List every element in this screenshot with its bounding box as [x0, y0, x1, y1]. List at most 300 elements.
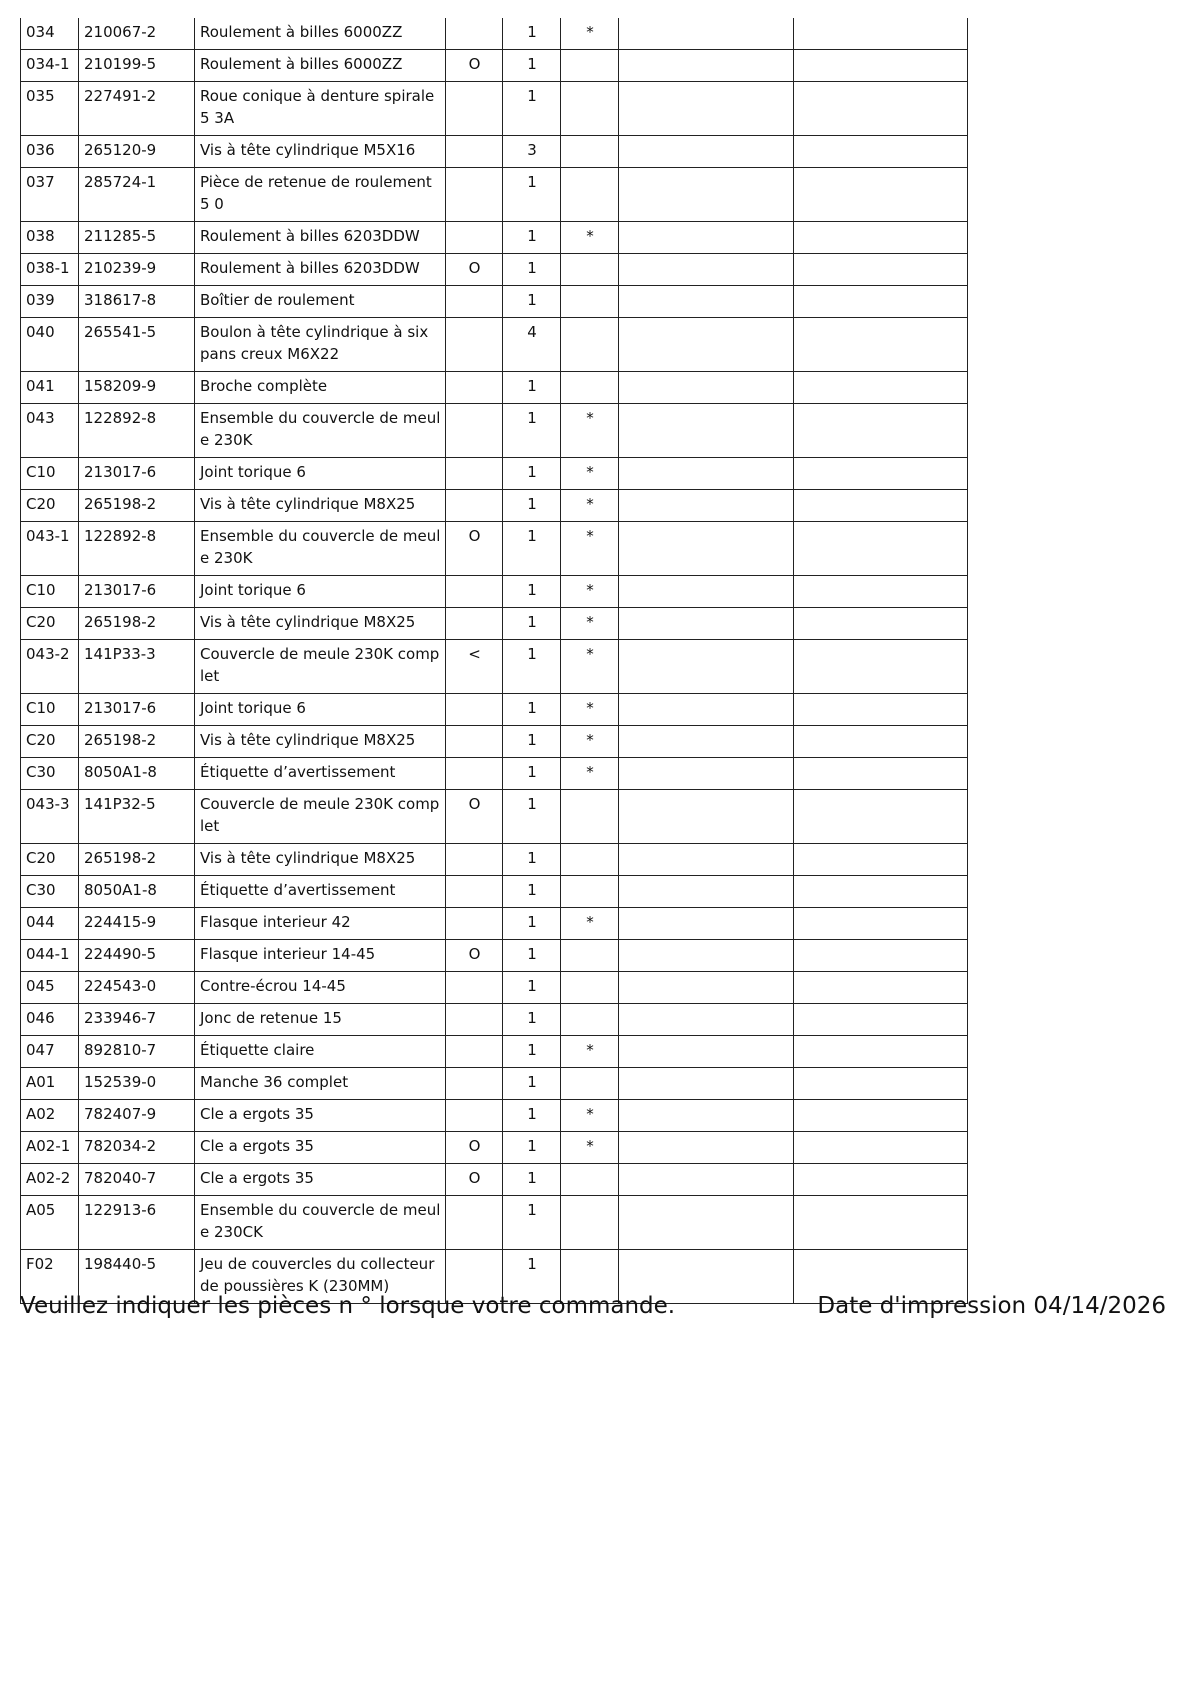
option-flag-cell: [446, 576, 503, 608]
table-row: [21, 608, 968, 640]
quantity-cell: 1: [503, 758, 561, 790]
option-flag-cell: [446, 136, 503, 168]
item-number-cell: 034-1: [21, 50, 79, 82]
empty-cell: [794, 640, 968, 694]
empty-cell: [619, 640, 794, 694]
table-row: [21, 1004, 968, 1036]
quantity-cell: 1: [503, 694, 561, 726]
part-number-cell: 224543-0: [79, 972, 195, 1004]
quantity-cell: 4: [503, 318, 561, 372]
table-row: [21, 404, 968, 458]
part-number-cell: 892810-7: [79, 1036, 195, 1068]
description-cell: Cle a ergots 35: [195, 1100, 446, 1132]
item-number-cell: 034: [21, 18, 79, 50]
mark-cell: *: [561, 908, 619, 940]
description-cell: Ensemble du couvercle de meule 230K: [195, 404, 446, 458]
quantity-cell: 1: [503, 972, 561, 1004]
empty-cell: [794, 82, 968, 136]
empty-cell: [794, 1004, 968, 1036]
empty-cell: [794, 940, 968, 972]
option-flag-cell: [446, 844, 503, 876]
item-number-cell: A02-1: [21, 1132, 79, 1164]
empty-cell: [619, 1036, 794, 1068]
table-row: [21, 1132, 968, 1164]
mark-cell: [561, 1068, 619, 1100]
quantity-cell: 1: [503, 608, 561, 640]
table-row: [21, 972, 968, 1004]
empty-cell: [794, 844, 968, 876]
empty-cell: [619, 318, 794, 372]
part-number-cell: 224415-9: [79, 908, 195, 940]
mark-cell: [561, 1164, 619, 1196]
table-row: [21, 876, 968, 908]
quantity-cell: 1: [503, 490, 561, 522]
empty-cell: [794, 458, 968, 490]
option-flag-cell: [446, 908, 503, 940]
quantity-cell: 1: [503, 1164, 561, 1196]
part-number-cell: 265198-2: [79, 490, 195, 522]
mark-cell: *: [561, 18, 619, 50]
mark-cell: *: [561, 576, 619, 608]
quantity-cell: 1: [503, 844, 561, 876]
description-cell: Jeu de couvercles du collecteur de poussières K (230MM): [195, 1250, 446, 1304]
item-number-cell: C10: [21, 694, 79, 726]
option-flag-cell: [446, 726, 503, 758]
description-cell: Couvercle de meule 230K complet: [195, 790, 446, 844]
table-row: [21, 222, 968, 254]
quantity-cell: 1: [503, 458, 561, 490]
item-number-cell: C30: [21, 876, 79, 908]
part-number-cell: 210239-9: [79, 254, 195, 286]
item-number-cell: C30: [21, 758, 79, 790]
part-number-cell: 213017-6: [79, 694, 195, 726]
empty-cell: [794, 286, 968, 318]
empty-cell: [794, 1036, 968, 1068]
mark-cell: *: [561, 758, 619, 790]
table-row: [21, 640, 968, 694]
description-cell: Couvercle de meule 230K complet: [195, 640, 446, 694]
mark-cell: *: [561, 522, 619, 576]
part-number-cell: 224490-5: [79, 940, 195, 972]
empty-cell: [794, 522, 968, 576]
mark-cell: *: [561, 490, 619, 522]
empty-cell: [794, 790, 968, 844]
quantity-cell: 1: [503, 522, 561, 576]
table-row: [21, 254, 968, 286]
item-number-cell: A02: [21, 1100, 79, 1132]
description-cell: Roulement à billes 6000ZZ: [195, 50, 446, 82]
item-number-cell: 043: [21, 404, 79, 458]
mark-cell: *: [561, 1100, 619, 1132]
item-number-cell: 035: [21, 82, 79, 136]
option-flag-cell: [446, 372, 503, 404]
description-cell: Contre-écrou 14-45: [195, 972, 446, 1004]
mark-cell: *: [561, 640, 619, 694]
empty-cell: [794, 694, 968, 726]
item-number-cell: A02-2: [21, 1164, 79, 1196]
quantity-cell: 1: [503, 286, 561, 318]
item-number-cell: C20: [21, 490, 79, 522]
description-cell: Ensemble du couvercle de meule 230K: [195, 522, 446, 576]
option-flag-cell: O: [446, 50, 503, 82]
table-row: [21, 1068, 968, 1100]
table-row: [21, 576, 968, 608]
table-row: [21, 82, 968, 136]
option-flag-cell: [446, 876, 503, 908]
quantity-cell: 1: [503, 726, 561, 758]
quantity-cell: 1: [503, 790, 561, 844]
description-cell: Étiquette claire: [195, 1036, 446, 1068]
empty-cell: [619, 758, 794, 790]
table-row: [21, 844, 968, 876]
item-number-cell: 039: [21, 286, 79, 318]
description-cell: Flasque interieur 42: [195, 908, 446, 940]
quantity-cell: 1: [503, 1068, 561, 1100]
part-number-cell: 285724-1: [79, 168, 195, 222]
empty-cell: [794, 726, 968, 758]
mark-cell: [561, 1196, 619, 1250]
item-number-cell: 038-1: [21, 254, 79, 286]
item-number-cell: 041: [21, 372, 79, 404]
empty-cell: [619, 82, 794, 136]
empty-cell: [619, 458, 794, 490]
option-flag-cell: [446, 18, 503, 50]
part-number-cell: 782034-2: [79, 1132, 195, 1164]
empty-cell: [619, 18, 794, 50]
description-cell: Vis à tête cylindrique M8X25: [195, 726, 446, 758]
quantity-cell: 1: [503, 82, 561, 136]
empty-cell: [619, 1100, 794, 1132]
quantity-cell: 1: [503, 1250, 561, 1304]
empty-cell: [619, 254, 794, 286]
empty-cell: [794, 404, 968, 458]
description-cell: Vis à tête cylindrique M8X25: [195, 844, 446, 876]
mark-cell: *: [561, 458, 619, 490]
empty-cell: [619, 168, 794, 222]
empty-cell: [794, 908, 968, 940]
quantity-cell: 1: [503, 1132, 561, 1164]
description-cell: Étiquette d’avertissement: [195, 758, 446, 790]
description-cell: Joint torique 6: [195, 458, 446, 490]
item-number-cell: A01: [21, 1068, 79, 1100]
item-number-cell: 047: [21, 1036, 79, 1068]
quantity-cell: 1: [503, 908, 561, 940]
item-number-cell: C10: [21, 576, 79, 608]
part-number-cell: 122892-8: [79, 522, 195, 576]
option-flag-cell: [446, 404, 503, 458]
table-row: [21, 372, 968, 404]
empty-cell: [794, 576, 968, 608]
description-cell: Pièce de retenue de roulement 5 0: [195, 168, 446, 222]
item-number-cell: 037: [21, 168, 79, 222]
description-cell: Flasque interieur 14-45: [195, 940, 446, 972]
part-number-cell: 265541-5: [79, 318, 195, 372]
empty-cell: [619, 1164, 794, 1196]
option-flag-cell: O: [446, 1164, 503, 1196]
table-row: [21, 458, 968, 490]
quantity-cell: 1: [503, 640, 561, 694]
empty-cell: [619, 876, 794, 908]
mark-cell: *: [561, 404, 619, 458]
empty-cell: [619, 1004, 794, 1036]
description-cell: Joint torique 6: [195, 576, 446, 608]
empty-cell: [619, 50, 794, 82]
mark-cell: *: [561, 694, 619, 726]
empty-cell: [794, 1132, 968, 1164]
option-flag-cell: O: [446, 790, 503, 844]
table-row: [21, 940, 968, 972]
part-number-cell: 8050A1-8: [79, 876, 195, 908]
quantity-cell: 1: [503, 1004, 561, 1036]
item-number-cell: 044: [21, 908, 79, 940]
empty-cell: [619, 608, 794, 640]
mark-cell: [561, 82, 619, 136]
empty-cell: [619, 790, 794, 844]
description-cell: Manche 36 complet: [195, 1068, 446, 1100]
quantity-cell: 3: [503, 136, 561, 168]
quantity-cell: 1: [503, 1036, 561, 1068]
empty-cell: [619, 726, 794, 758]
option-flag-cell: [446, 972, 503, 1004]
option-flag-cell: [446, 1100, 503, 1132]
mark-cell: *: [561, 222, 619, 254]
option-flag-cell: O: [446, 1132, 503, 1164]
option-flag-cell: [446, 222, 503, 254]
part-number-cell: 265198-2: [79, 608, 195, 640]
empty-cell: [619, 576, 794, 608]
part-number-cell: 213017-6: [79, 576, 195, 608]
item-number-cell: 043-1: [21, 522, 79, 576]
empty-cell: [619, 844, 794, 876]
description-cell: Roulement à billes 6203DDW: [195, 222, 446, 254]
part-number-cell: 158209-9: [79, 372, 195, 404]
empty-cell: [794, 254, 968, 286]
mark-cell: *: [561, 608, 619, 640]
quantity-cell: 1: [503, 576, 561, 608]
part-number-cell: 782407-9: [79, 1100, 195, 1132]
description-cell: Ensemble du couvercle de meule 230CK: [195, 1196, 446, 1250]
mark-cell: [561, 972, 619, 1004]
option-flag-cell: [446, 490, 503, 522]
option-flag-cell: [446, 608, 503, 640]
empty-cell: [794, 972, 968, 1004]
print-date: Date d'impression 04/14/2026: [817, 1293, 1166, 1319]
table-row: [21, 136, 968, 168]
empty-cell: [619, 694, 794, 726]
part-number-cell: 122913-6: [79, 1196, 195, 1250]
quantity-cell: 1: [503, 254, 561, 286]
part-number-cell: 265198-2: [79, 844, 195, 876]
part-number-cell: 210199-5: [79, 50, 195, 82]
part-number-cell: 211285-5: [79, 222, 195, 254]
empty-cell: [794, 876, 968, 908]
option-flag-cell: [446, 82, 503, 136]
table-row: [21, 490, 968, 522]
quantity-cell: 1: [503, 372, 561, 404]
table-row: [21, 1036, 968, 1068]
empty-cell: [619, 1068, 794, 1100]
empty-cell: [619, 972, 794, 1004]
description-cell: Jonc de retenue 15: [195, 1004, 446, 1036]
quantity-cell: 1: [503, 1100, 561, 1132]
description-cell: Roue conique à denture spirale 5 3A: [195, 82, 446, 136]
description-cell: Vis à tête cylindrique M5X16: [195, 136, 446, 168]
option-flag-cell: O: [446, 254, 503, 286]
empty-cell: [794, 136, 968, 168]
table-row: [21, 908, 968, 940]
item-number-cell: 036: [21, 136, 79, 168]
item-number-cell: C20: [21, 844, 79, 876]
parts-table-body: [21, 18, 968, 1304]
quantity-cell: 1: [503, 1196, 561, 1250]
empty-cell: [794, 18, 968, 50]
description-cell: Roulement à billes 6203DDW: [195, 254, 446, 286]
empty-cell: [619, 136, 794, 168]
part-number-cell: 152539-0: [79, 1068, 195, 1100]
option-flag-cell: [446, 1068, 503, 1100]
description-cell: Boulon à tête cylindrique à six pans creux M6X22: [195, 318, 446, 372]
item-number-cell: C20: [21, 726, 79, 758]
item-number-cell: 040: [21, 318, 79, 372]
option-flag-cell: [446, 318, 503, 372]
empty-cell: [619, 908, 794, 940]
empty-cell: [619, 1196, 794, 1250]
part-number-cell: 227491-2: [79, 82, 195, 136]
mark-cell: [561, 168, 619, 222]
table-row: [21, 1164, 968, 1196]
item-number-cell: 044-1: [21, 940, 79, 972]
quantity-cell: 1: [503, 940, 561, 972]
empty-cell: [794, 758, 968, 790]
empty-cell: [794, 490, 968, 522]
table-row: [21, 1100, 968, 1132]
item-number-cell: 043-3: [21, 790, 79, 844]
mark-cell: [561, 940, 619, 972]
empty-cell: [619, 222, 794, 254]
parts-table: [20, 18, 968, 1304]
empty-cell: [794, 1164, 968, 1196]
description-cell: Cle a ergots 35: [195, 1164, 446, 1196]
mark-cell: [561, 286, 619, 318]
part-number-cell: 210067-2: [79, 18, 195, 50]
description-cell: Cle a ergots 35: [195, 1132, 446, 1164]
mark-cell: *: [561, 1036, 619, 1068]
part-number-cell: 265198-2: [79, 726, 195, 758]
quantity-cell: 1: [503, 18, 561, 50]
mark-cell: [561, 254, 619, 286]
table-row: [21, 318, 968, 372]
empty-cell: [794, 50, 968, 82]
quantity-cell: 1: [503, 168, 561, 222]
part-number-cell: 122892-8: [79, 404, 195, 458]
empty-cell: [619, 1132, 794, 1164]
option-flag-cell: [446, 286, 503, 318]
part-number-cell: 782040-7: [79, 1164, 195, 1196]
table-row: [21, 286, 968, 318]
empty-cell: [619, 940, 794, 972]
part-number-cell: 213017-6: [79, 458, 195, 490]
mark-cell: [561, 372, 619, 404]
mark-cell: [561, 790, 619, 844]
table-row: [21, 1196, 968, 1250]
item-number-cell: A05: [21, 1196, 79, 1250]
item-number-cell: 045: [21, 972, 79, 1004]
mark-cell: [561, 136, 619, 168]
item-number-cell: F02: [21, 1250, 79, 1304]
table-row: [21, 522, 968, 576]
mark-cell: [561, 318, 619, 372]
empty-cell: [619, 372, 794, 404]
mark-cell: [561, 844, 619, 876]
description-cell: Joint torique 6: [195, 694, 446, 726]
item-number-cell: C10: [21, 458, 79, 490]
table-row: [21, 790, 968, 844]
part-number-cell: 265120-9: [79, 136, 195, 168]
description-cell: Broche complète: [195, 372, 446, 404]
item-number-cell: 043-2: [21, 640, 79, 694]
quantity-cell: 1: [503, 404, 561, 458]
table-row: [21, 694, 968, 726]
option-flag-cell: O: [446, 522, 503, 576]
option-flag-cell: <: [446, 640, 503, 694]
empty-cell: [794, 1196, 968, 1250]
description-cell: Étiquette d’avertissement: [195, 876, 446, 908]
description-cell: Roulement à billes 6000ZZ: [195, 18, 446, 50]
mark-cell: *: [561, 726, 619, 758]
empty-cell: [794, 318, 968, 372]
part-number-cell: 141P33-3: [79, 640, 195, 694]
mark-cell: [561, 876, 619, 908]
option-flag-cell: [446, 458, 503, 490]
option-flag-cell: [446, 758, 503, 790]
empty-cell: [794, 372, 968, 404]
empty-cell: [619, 286, 794, 318]
empty-cell: [619, 490, 794, 522]
item-number-cell: 046: [21, 1004, 79, 1036]
order-note: Veuillez indiquer les pièces n ° lorsque votre commande.: [20, 1293, 676, 1319]
empty-cell: [794, 168, 968, 222]
table-row: [21, 726, 968, 758]
table-row: [21, 18, 968, 50]
empty-cell: [794, 1100, 968, 1132]
option-flag-cell: [446, 694, 503, 726]
item-number-cell: 038: [21, 222, 79, 254]
quantity-cell: 1: [503, 222, 561, 254]
part-number-cell: 233946-7: [79, 1004, 195, 1036]
option-flag-cell: [446, 1196, 503, 1250]
description-cell: Vis à tête cylindrique M8X25: [195, 490, 446, 522]
part-number-cell: 141P32-5: [79, 790, 195, 844]
table-row: [21, 50, 968, 82]
empty-cell: [619, 404, 794, 458]
part-number-cell: 8050A1-8: [79, 758, 195, 790]
quantity-cell: 1: [503, 876, 561, 908]
table-row: [21, 168, 968, 222]
mark-cell: [561, 1004, 619, 1036]
item-number-cell: C20: [21, 608, 79, 640]
option-flag-cell: [446, 1036, 503, 1068]
part-number-cell: 198440-5: [79, 1250, 195, 1304]
mark-cell: [561, 50, 619, 82]
option-flag-cell: [446, 168, 503, 222]
table-row: [21, 758, 968, 790]
mark-cell: *: [561, 1132, 619, 1164]
empty-cell: [794, 222, 968, 254]
empty-cell: [794, 608, 968, 640]
empty-cell: [794, 1068, 968, 1100]
option-flag-cell: [446, 1004, 503, 1036]
description-cell: Boîtier de roulement: [195, 286, 446, 318]
